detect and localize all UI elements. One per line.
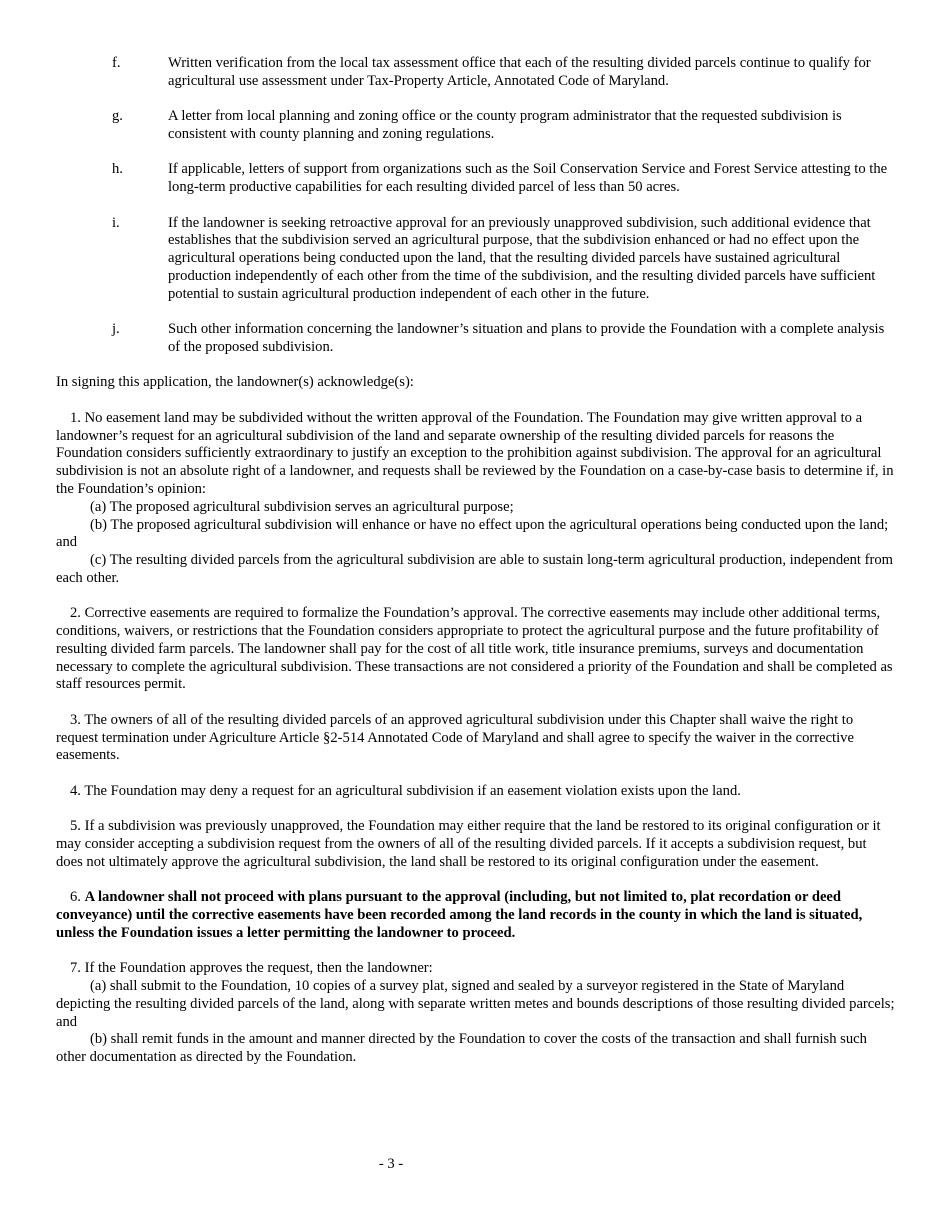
acknowledgement-intro: In signing this application, the landowner(s) acknowledge(s): (56, 374, 414, 391)
paragraph-2: 2. Corrective easements are required to formalize the Foundation’s approval. The corrective easements may include other additional terms, conditions, waivers, or restrictions that the Foundation considers appropriate to protect the agricultural purpose and the future profitability of resulting divided farm parcels. The landowner shall pay for the cost of all title work, title insurance premiums, surveys and documentation necessary to complete the agricultural subdivision. These transactions are not considered a priority of the Foundation and shall be completed as staff resources permit. (56, 605, 893, 693)
paragraph-6 (56, 889, 896, 942)
paragraph-6-number: 6. (70, 889, 81, 906)
document-page (56, 55, 896, 1085)
paragraph-7-a: (a) shall submit to the Foundation, 10 copies of a survey plat, signed and sealed by a surveyor registered in the State of Maryland depicting the resulting divided parcels of the land, along with separate written metes and bounds descriptions of those resulting divided parcels; and (56, 978, 895, 1030)
paragraph-1-lead: 1. No easement land may be subdivided without the written approval of the Foundation. The Foundation may give written approval to a landowner’s request for an agricultural subdivision of the land and separate ownership of the resulting divided parcels for reasons the Foundation considers sufficiently extraordinary to justify an exception to the prohibition against subdivision. The approval for an agricultural subdivision is not an absolute right of a landowner, and requests shall be reviewed by the Foundation on a case-by-case basis to determine if, in the Foundation’s opinion: (56, 409, 894, 497)
list-item-text: A letter from local planning and zoning office or the county program administrator that the requested subdivision is consistent with county planning and zoning regulations. (168, 108, 842, 142)
list-item-j (56, 321, 896, 357)
list-item-f (56, 55, 896, 91)
paragraph-1-c: (c) The resulting divided parcels from the agricultural subdivision are able to sustain long-term agricultural production, independent from each other. (56, 552, 893, 586)
list-marker: f. (112, 55, 121, 71)
paragraph-1-b: (b) The proposed agricultural subdivision will enhance or have no effect upon the agricultural operations being conducted upon the land; and (56, 516, 889, 551)
list-item-h (56, 161, 896, 197)
list-item-g (56, 108, 896, 144)
list-item-text: If applicable, letters of support from organizations such as the Soil Conservation Service and Forest Service attesting to the long-term productive capabilities for each resulting divided parcel of less than 50 acres. (168, 161, 888, 196)
list-item-text: Such other information concerning the landowner’s situation and plans to provide the Foundation with a complete analysis of the proposed subdivision. (168, 321, 885, 355)
list-marker: h. (112, 161, 123, 178)
list-item-text: If the landowner is seeking retroactive approval for an previously unapproved subdivision, such additional evidence that establishes that the subdivision served an agricultural purpose, that the subdivision enhanced or had no effect upon the agricultural operations being conducted upon the land, that the resulting divided parcels have sustained agricultural production independently of each other from the time of the subdivision, and the resulting divided parcels have sufficient potential to sustain agricultural production independent of each other in the future. (168, 214, 876, 302)
paragraph-1 (56, 410, 896, 588)
lettered-list (56, 55, 896, 357)
paragraph-7 (56, 960, 896, 1067)
paragraph-6-bold-text: A landowner shall not proceed with plans pursuant to the approval (including, but not limited to, plat recordation or deed conveyance) until the corrective easements have been recorded among the land records in the county in which the land is situated, unless the Foundation issues a letter permitting the landowner to proceed. (56, 889, 863, 941)
list-marker: i. (112, 214, 120, 231)
list-item-i (56, 215, 896, 304)
paragraph-4: 4. The Foundation may deny a request for an agricultural subdivision if an easement violation exists upon the land. (70, 782, 741, 799)
paragraph-1-a: (a) The proposed agricultural subdivision serves an agricultural purpose; (90, 498, 514, 515)
list-marker: j. (112, 321, 120, 338)
paragraph-5: 5. If a subdivision was previously unapproved, the Foundation may either require that the land be restored to its original configuration or it may consider accepting a subdivision request from the owners of all of the resulting divided parcels. If it accepts a subdivision request, but does not ultimately approve the agricultural subdivision, the land shall be restored to its original configuration under the easement. (56, 818, 881, 870)
list-marker: g. (112, 108, 123, 125)
paragraph-3: 3. The owners of all of the resulting divided parcels of an approved agricultural subdivision under this Chapter shall waive the right to request termination under Agriculture Article §2-514 Annotated Code of Maryland and shall agree to specify the waiver in the corrective easements. (56, 711, 854, 764)
list-item-text: Written verification from the local tax assessment office that each of the resulting divided parcels continue to qualify for agricultural use assessment under Tax-Property Article, Annotated Code of Maryland. (168, 55, 871, 89)
paragraph-7-lead: 7. If the Foundation approves the request, then the landowner: (70, 960, 433, 977)
page-number: - 3 - (378, 1156, 404, 1172)
paragraph-7-b: (b) shall remit funds in the amount and manner directed by the Foundation to cover the costs of the transaction and shall furnish such other documentation as directed by the Foundation. (56, 1031, 867, 1066)
